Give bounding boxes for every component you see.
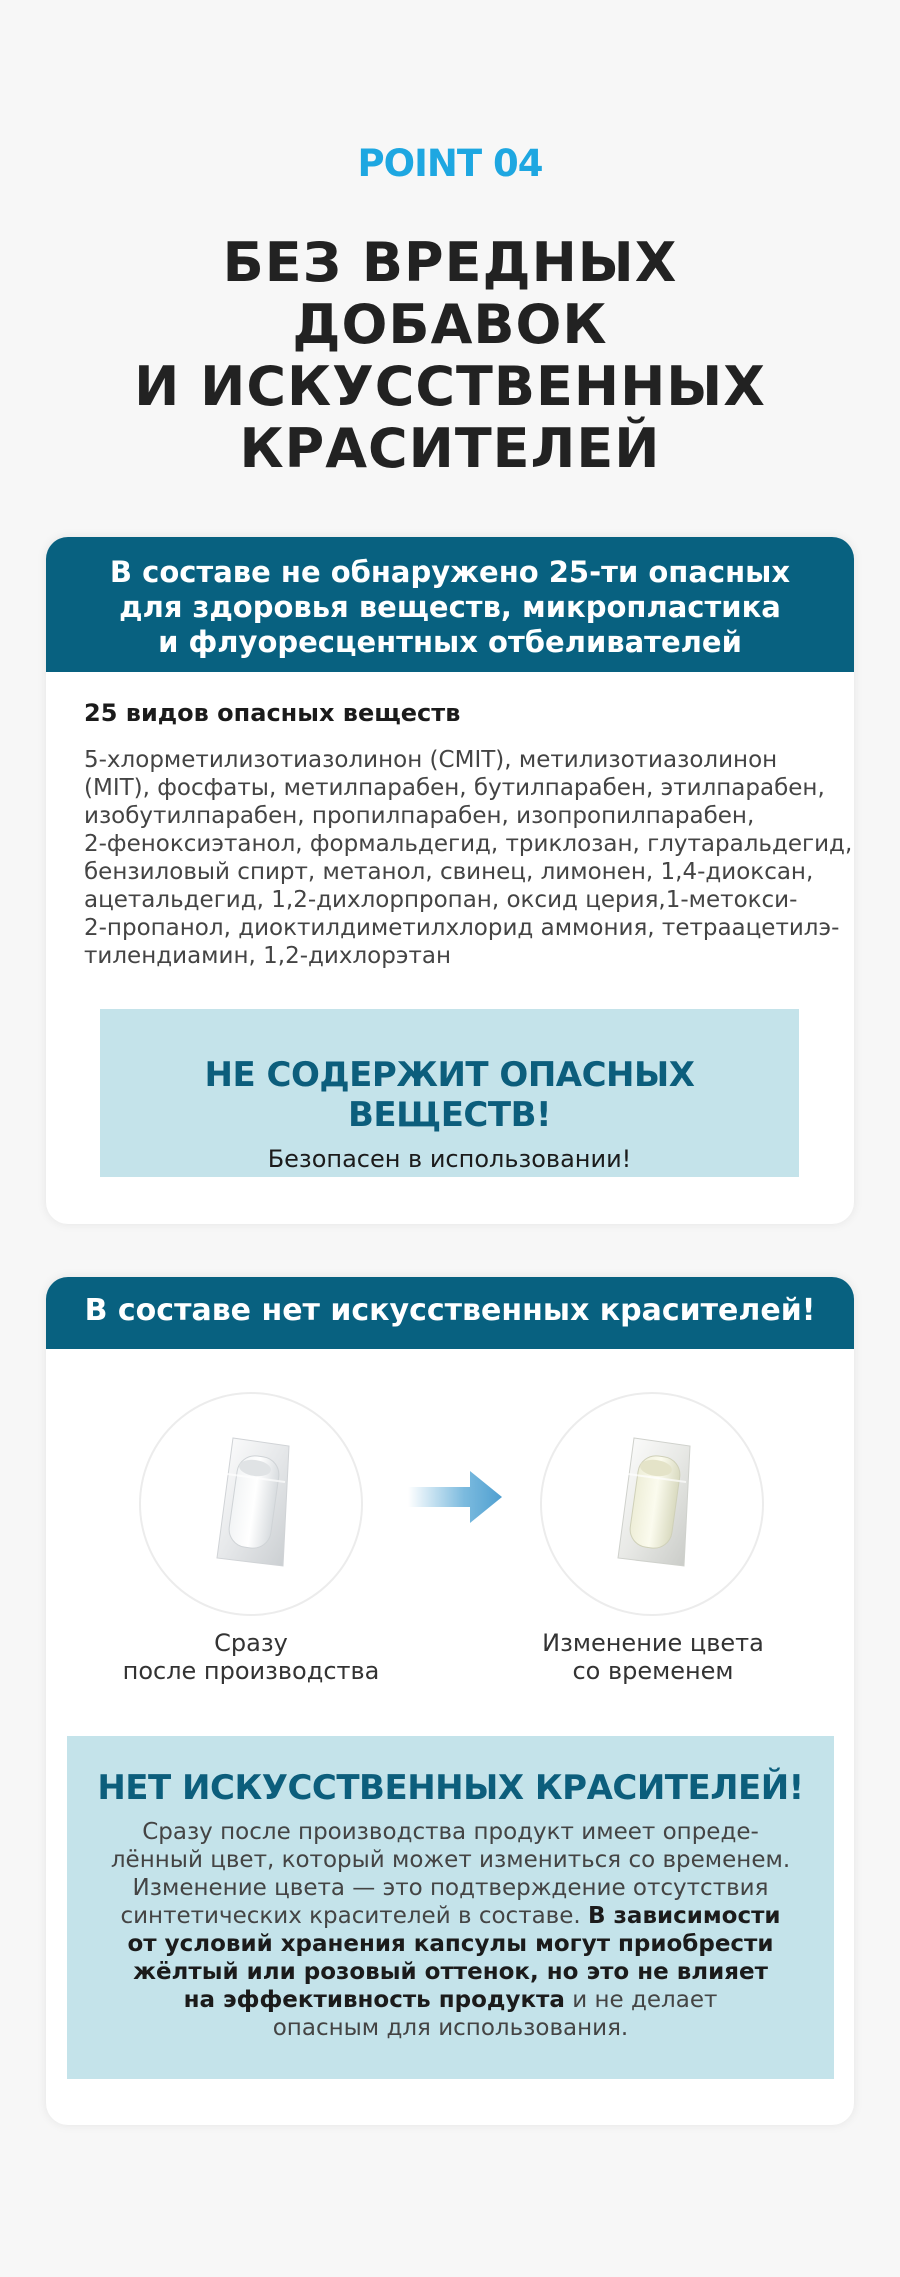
substances-line: ацетальдегид, 1,2-дихлорпропан, оксид церия,1-метокси-: [84, 887, 798, 913]
substances-line: 5-хлорметилизотиазолинон (CMIT), метилизотиазолинон: [84, 747, 778, 773]
body-emphasis: от условий хранения капсулы могут приобрести: [127, 1931, 774, 1957]
body-line: [67, 1986, 834, 2014]
point-label: POINT 04: [357, 142, 543, 185]
body-line: Изменение цвета — это подтверждение отсутствия: [132, 1875, 769, 1901]
body-emphasis: В зависимости: [588, 1903, 781, 1929]
caption-line: Изменение цвета: [542, 1629, 764, 1657]
body-line: [67, 1958, 834, 1986]
body-line: [67, 1930, 834, 1958]
body-emphasis: жёлтый или розовый оттенок, но это не влияет: [133, 1959, 768, 1985]
callout-subtitle: Безопасен в использовании!: [267, 1145, 632, 1173]
caption-aged: [503, 1629, 803, 1685]
caption-line: со временем: [572, 1657, 734, 1685]
caption-line: после производства: [122, 1657, 380, 1685]
title-line: КРАСИТЕЛЕЙ: [239, 417, 661, 480]
title-line: БЕЗ ВРЕДНЫХ: [222, 231, 678, 294]
callout-body: [67, 1818, 834, 2042]
body-line: [67, 1902, 834, 1930]
substances-line: (MIT), фосфаты, метилпарабен, бутилпарабен, этилпарабен,: [84, 775, 825, 801]
body-text: синтетических красителей в составе.: [120, 1903, 589, 1929]
callout-title: НЕТ ИСКУССТВЕННЫХ КРАСИТЕЛЕЙ!: [97, 1768, 804, 1808]
no-dyes-card: [46, 1277, 854, 2125]
header-line: В составе нет искусственных красителей!: [84, 1293, 816, 1328]
no-dyes-callout: [67, 1736, 834, 2079]
body-text: и не делает: [564, 1987, 718, 2013]
caption-line: Сразу: [214, 1629, 288, 1657]
arrow-right-icon: [408, 1471, 502, 1523]
capsule-fresh-circle: [139, 1392, 363, 1616]
body-line: опасным для использования.: [272, 2015, 629, 2041]
substances-line: изобутилпарабен, пропилпарабен, изопропилпарабен,: [84, 803, 755, 829]
header-line: В составе не обнаружено 25-ти опасных: [109, 555, 791, 589]
substances-subheading: 25 видов опасных веществ: [84, 699, 461, 727]
body-emphasis: на эффективность продукта: [183, 1987, 565, 2013]
capsule-aged-circle: [540, 1392, 764, 1616]
title-line: И ИСКУССТВЕННЫХ: [134, 355, 766, 418]
caption-fresh: [101, 1629, 401, 1685]
substances-line: 2-феноксиэтанол, формальдегид, триклозан, глутаральдегид,: [84, 831, 853, 857]
page-title: [0, 232, 900, 480]
hazardous-substances-card: [46, 537, 854, 1224]
substances-line: тилендиамин, 1,2-дихлорэтан: [84, 943, 452, 969]
card-header: [46, 537, 854, 672]
title-line: ДОБАВОК: [292, 293, 608, 356]
capsule-aged-icon: [604, 1434, 704, 1574]
callout-title: НЕ СОДЕРЖИТ ОПАСНЫХ ВЕЩЕСТВ!: [204, 1055, 695, 1135]
header-line: для здоровья веществ, микропластика: [119, 590, 781, 624]
header-line: и флуоресцентных отбеливателей: [158, 625, 742, 659]
capsule-fresh-icon: [203, 1434, 303, 1574]
substances-line: бензиловый спирт, метанол, свинец, лимонен, 1,4-диоксан,: [84, 859, 814, 885]
safety-callout: [100, 1009, 799, 1177]
substances-list: [84, 746, 853, 970]
card-header: [46, 1277, 854, 1349]
body-line: лённый цвет, который может измениться со временем.: [110, 1847, 791, 1873]
substances-line: 2-пропанол, диоктилдиметилхлорид аммония, тетраацетилэ-: [84, 915, 840, 941]
body-line: Сразу после производства продукт имеет опреде-: [142, 1819, 759, 1845]
